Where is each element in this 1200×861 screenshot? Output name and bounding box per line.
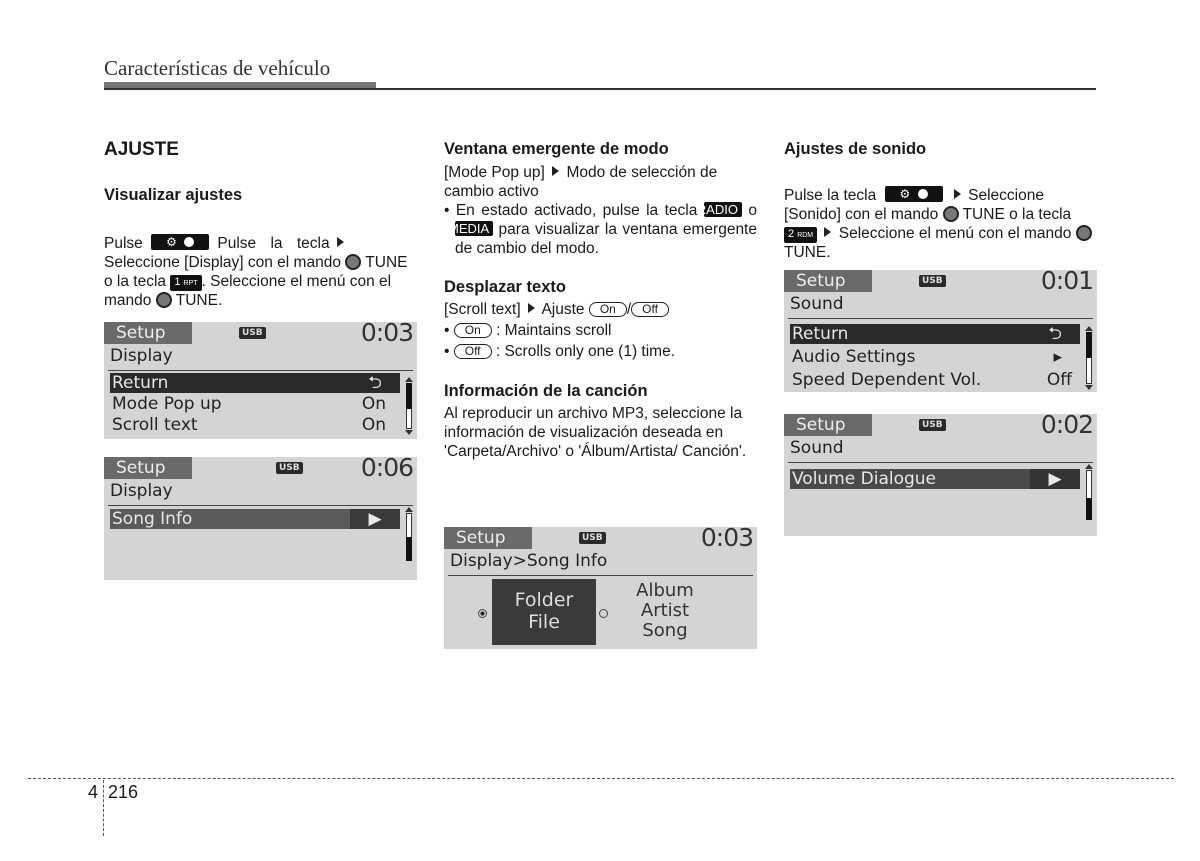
option-label: Folder [514,589,574,611]
text-seleccione-menu: Seleccione el menú con el mando [838,225,1072,242]
row-value: Off [1046,370,1072,390]
row-label: Volume Dialogue [792,469,937,489]
mode-popup-bullet [444,201,757,258]
usb-badge: USB [579,532,606,544]
lcd-screen-display-menu [104,318,417,439]
row-label: Return [112,373,169,393]
lcd-time: 0:03 [360,318,413,347]
lcd-scrollbar[interactable] [405,377,413,435]
page-header-title: Características de vehículo [104,56,331,80]
arrow-right-icon: ▸ [1053,347,1062,367]
arrow-icon [552,166,559,176]
arrow-icon [337,237,344,247]
rpt-key-number: 1 [174,276,181,288]
rdm-key-icon [784,227,817,243]
text-slash: / [626,301,632,318]
lcd-divider [108,505,413,506]
text-seleccione-display: Seleccione [Display] con el mando [104,254,341,271]
page-number: 216 [108,782,139,802]
lcd-time: 0:03 [700,523,753,552]
text-tune: TUNE. [175,292,223,309]
lcd-divider [108,370,413,371]
lcd-row-return[interactable] [110,373,400,393]
lcd-row-audio-settings[interactable] [790,347,1080,367]
row-label: Speed Dependent Vol. [792,370,982,390]
lcd-row-song-info[interactable] [110,509,400,529]
text-scroll-text: [Scroll text] [444,301,521,318]
text-ajuste: Ajuste [541,301,585,318]
scroll-text-paragraph [444,300,757,319]
text-o: o [748,202,757,219]
option-label: Artist [640,600,690,621]
on-pill: On [589,302,627,317]
setup-key-icon: ⚙ [885,186,943,202]
lcd-row-scroll-text[interactable] [110,415,400,435]
radio-selected-icon[interactable] [478,609,487,618]
text-pulse-tecla: Pulse la tecla [217,235,330,252]
lcd-breadcrumb: Display [110,481,173,501]
usb-badge: USB [919,275,946,287]
setup-key-icon: ⚙ [151,234,209,250]
lcd-scrollbar[interactable] [1085,326,1093,390]
media-key: MEDIA [455,221,493,236]
setup-tab: Setup [444,527,532,549]
text-maintains-scroll: : Maintains scroll [496,322,612,339]
off-pill: Off [454,344,492,359]
setup-tab: Setup [784,270,872,292]
lcd-time: 0:06 [360,453,413,482]
lcd-scrollbar[interactable] [1085,464,1093,526]
usb-badge: USB [276,462,303,474]
radio-key: RADIO [704,202,742,217]
arrow-icon [954,189,961,199]
rdm-key-number: 2 [788,228,795,240]
scroll-off-bullet: • Off : Scrolls only one (1) time. [444,343,676,360]
tune-knob-icon [156,292,172,308]
rpt-key-label: RPT [183,280,198,287]
lcd-time: 0:02 [1040,410,1093,439]
song-info-paragraph: Al reproducir un archivo MP3, seleccione la información de visualización deseada en 'Carpeta/Archivo' o 'Álbum/Artista/ Canción'. [444,405,747,460]
radio-unselected-icon[interactable] [599,609,608,618]
return-icon: ⮌ [1030,324,1080,344]
tune-knob-icon [345,254,361,270]
footer-rule [28,778,1174,779]
lcd-screen-sound-menu [784,266,1097,392]
row-label: Audio Settings [792,347,916,367]
text-tune-tecla: TUNE o la tecla [962,206,1072,223]
usb-badge: USB [239,327,266,339]
lcd-screen-display-song-info [104,453,417,580]
row-label: Scroll text [112,415,198,435]
lcd-time: 0:01 [1040,266,1093,295]
subtitle-ventana-emergente: Ventana emergente de modo [444,140,669,158]
text-modo-seleccion: Modo de selección de cambio activo [444,164,718,200]
lcd-screen-song-info-options [444,523,757,649]
footer-vertical-rule [103,780,104,836]
row-value: On [361,394,386,414]
lcd-divider [788,318,1093,319]
lcd-screen-volume-dialogue [784,410,1097,536]
chapter-number: 4 [88,782,99,802]
tune-knob-icon [943,206,959,222]
mode-popup-paragraph [444,163,757,201]
option-folder-file[interactable] [492,579,596,645]
setup-tab: Setup [104,457,192,479]
column-modo [444,138,757,461]
on-pill: On [454,323,492,338]
arrow-icon [528,303,535,313]
rpt-key-icon [170,275,201,291]
option-label: Album [636,580,694,601]
row-label: Return [792,324,849,344]
text-pulse-tecla: Pulse la tecla [784,187,877,204]
option-label: File [528,611,560,633]
text-tune: TUNE. [784,244,831,261]
lcd-row-mode-pop-up[interactable] [110,394,400,414]
column-ajuste [104,138,417,310]
text-tune-tecla: TUNE o la tecla [104,254,408,290]
row-label: Song Info [112,509,193,529]
usb-badge: USB [919,419,946,431]
text-pulse: Pulse [104,235,143,252]
arrow-icon [824,227,831,237]
lcd-divider [788,462,1093,463]
lcd-breadcrumb: Sound [790,294,844,314]
lcd-row-speed-dependent-vol[interactable] [790,370,1080,390]
setup-tab: Setup [784,414,872,436]
text-scrolls-once: : Scrolls only one (1) time. [495,343,676,360]
option-album-artist-song[interactable] [620,581,710,641]
arrow-right-icon: ▶ [350,509,400,529]
scroll-on-bullet: • On : Maintains scroll [444,322,612,339]
off-pill: Off [631,302,669,317]
arrow-right-icon: ▶ [1030,469,1080,489]
subtitle-informacion-cancion: Información de la canción [444,382,648,400]
lcd-divider [448,575,753,576]
text-menu-mando: menú con el mando [104,273,392,309]
sound-instruction-paragraph [784,186,1097,262]
column-sonido [784,138,1097,262]
row-value: On [361,415,386,435]
subtitle-visualizar-ajustes: Visualizar ajustes [104,186,243,204]
lcd-row-volume-dialogue[interactable] [790,469,1080,489]
return-icon: ⮌ [350,373,400,393]
section-title-ajuste: AJUSTE [104,139,179,160]
rdm-key-label: RDM [797,232,814,239]
row-label: Mode Pop up [112,394,222,414]
text-mode-popup: [Mode Pop up] [444,164,545,181]
setup-tab: Setup [104,322,192,344]
lcd-row-return[interactable] [790,324,1080,344]
text-seleccione-sonido: Seleccione [Sonido] con el mando [784,187,1044,223]
option-label: Song [642,620,688,641]
text-en-estado: • En estado activado, pulse la tecla [444,202,698,219]
subtitle-ajustes-sonido: Ajustes de sonido [784,140,927,158]
text-para-visualizar: para visualizar la ventana emergente de cambio del modo. [455,221,757,257]
instruction-paragraph [104,234,417,310]
lcd-breadcrumb: Display>Song Info [450,551,608,571]
lcd-breadcrumb: Sound [790,438,844,458]
lcd-scrollbar[interactable] [405,507,413,567]
header-rule [104,88,1096,90]
lcd-breadcrumb: Display [110,346,173,366]
tune-knob-icon [1076,225,1092,241]
subtitle-desplazar-texto: Desplazar texto [444,278,566,296]
text-seleccione-el: . Seleccione el [201,273,303,290]
